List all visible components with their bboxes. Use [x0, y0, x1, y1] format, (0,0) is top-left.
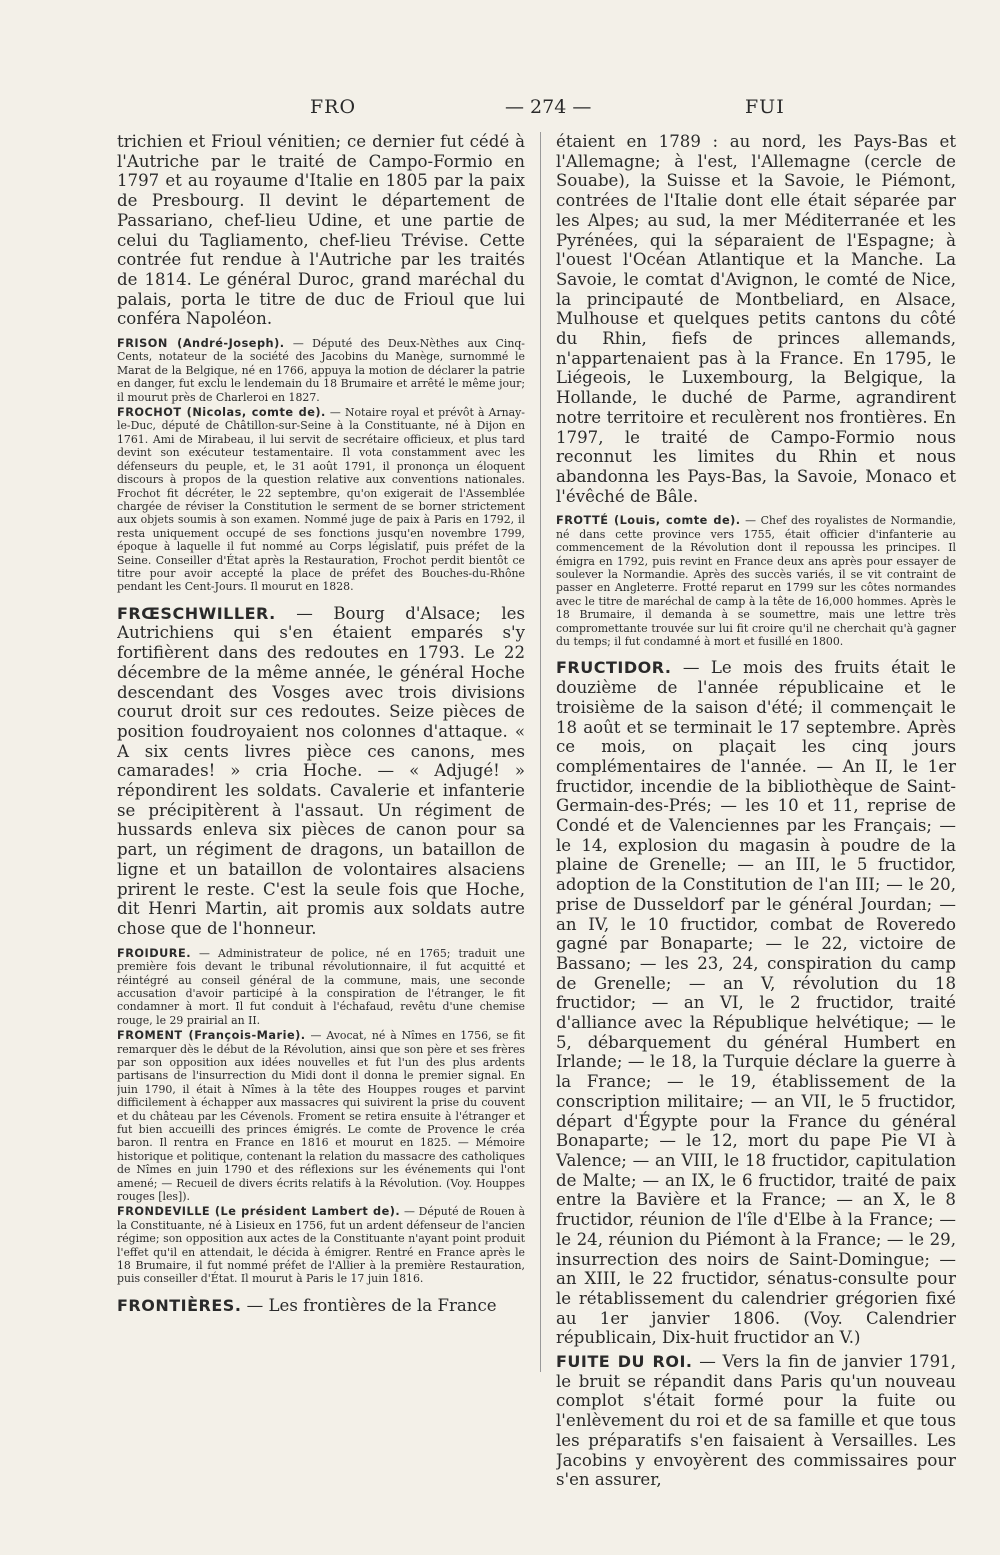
entry-text: — Vers la fin de janvier 1791, le bruit se répandit dans Paris qu'un nouveau complot s'était formé pour la fuite ou l'enlèvement du roi et de sa famille et que tous les préparatifs s'en faisaient à Versailles. Les Jacobins y envoyèrent des commissaires pour s'en assurer,: [556, 1352, 956, 1490]
entry-headword: FROMENT (François-Marie).: [117, 1029, 306, 1043]
entry-froidure: [117, 947, 525, 1027]
entry-text: — Bourg d'Alsace; les Autrichiens qui s'en étaient emparés s'y fortifièrent dans des redoutes en 1793. Le 22 décembre de la même année, le général Hoche descendant des Vosges avec trois divisions courut droit sur ces redoutes. Seize pièces de position foudroyaient nos colonnes d'attaque. « A six cents livres pièce ces canons, mes camarades! » cria Hoche. — « Adjugé! » répondirent les soldats. Cavalerie et infanterie se précipitèrent à l'assaut. Un régiment de hussards enleva six pièces de canon pour sa part, un régiment de dragons, un bataillon de ligne et un bataillon de volontaires alsaciens prirent le reste. C'est la seule fois que Hoche, dit Henri Martin, ait promis aux soldats autre chose que de l'honneur.: [117, 603, 525, 938]
entry-text: trichien et Frioul vénitien; ce dernier fut cédé à l'Autriche par le traité de Campo-Formio en 1797 et au royaume d'Italie en 1805 par la paix de Presbourg. Il devint le département de Passariano, chef-lieu Udine, et une partie de celui du Tagliamento, chef-lieu Trévise. Cette contrée fut rendue à l'Autriche par les traités de 1814. Le général Duroc, grand maréchal du palais, porta le titre de duc de Frioul que lui conféra Napoléon.: [117, 132, 525, 329]
left-column: [117, 132, 525, 1316]
entry-frontieres: [117, 1296, 525, 1316]
entry-text: — Avocat, né à Nîmes en 1756, se fit remarquer dès le début de la Révolution, ainsi que son père et ses frères par son opposition aux idées nouvelles et fut l'un des plus ardents partisans de l'insurrection du Midi dont il donna le premier signal. En juin 1790, il était à Nîmes à la tête des Houppes rouges et parvint difficilement à échapper aux massacres qui suivirent la prise du couvent et du château par les Cévenols. Froment se retira ensuite à l'étranger et fut bien accueilli des princes émigrés. Le comte de Provence le créa baron. Il rentra en France en 1816 et mourut en 1825. — Mémoire historique et politique, contenant la relation du massacre des catholiques de Nîmes en juin 1790 et des réflexions sur les événements qui l'ont amené; — Recueil de divers écrits relatifs à la Révolution. (Voy. Houppes rouges [les]).: [117, 1029, 525, 1204]
entry-text: — Député des Deux-Nèthes aux Cinq-Cents, notateur de la société des Jacobins du Manège, surnommé le Marat de la Belgique, né en 1766, appuya la motion de déclarer la patrie en danger, fut exclu le lendemain du 18 Brumaire et arrêté le même jour; il mourut près de Charleroi en 1827.: [117, 337, 525, 404]
entry-frison: [117, 337, 525, 404]
entry-headword: FROTTÉ (Louis, comte de).: [556, 514, 741, 528]
entry-froeschwiller: [117, 604, 525, 939]
page-header: [0, 96, 1000, 126]
entry-headword: FROIDURE.: [117, 946, 191, 960]
entry-froment: [117, 1029, 525, 1203]
entry-frochot: [117, 406, 525, 594]
entry-headword: FROCHOT (Nicolas, comte de).: [117, 406, 326, 420]
entry-text: — Chef des royalistes de Normandie, né dans cette province vers 1755, était officier d'infanterie au commencement de la Révolution dont il repoussa les principes. Il émigra en 1792, puis revint en France deux ans après pour essayer de soulever la Normandie. Après des succès variés, il se vit contraint de passer en Angleterre. Frotté reparut en 1799 sur les côtes normandes avec le titre de maréchal de camp à la tête de 16,000 hommes. Après le 18 Brumaire, il demanda à se soumettre, mais une lettre très compromettante trouvée sur lui fit croire qu'il ne cherchait qu'à gagner du temps; il fut condamné à mort et fusillé en 1800.: [556, 514, 956, 649]
right-column: [556, 132, 956, 1490]
entry-text: — Les frontières de la France: [241, 1295, 497, 1315]
running-head-right: FUI: [745, 96, 785, 118]
entry-continuation: [556, 132, 956, 506]
entry-text: — Administrateur de police, né en 1765; traduit une première fois devant le tribunal révolutionnaire, il fut acquitté et réintégré au conseil général de la commune, mais, une seconde accusation d'avoir participé à la conspiration de l'étranger, le fit condamner à mort. Il fut conduit à l'échafaud, revêtu d'une chemise rouge, le 29 prairial an II.: [117, 946, 525, 1027]
entry-text: — Notaire royal et prévôt à Arnay-le-Duc, député de Châtillon-sur-Seine à la Constituante, né à Dijon en 1761. Ami de Mirabeau, il lui servit de secrétaire officieux, et plus tard devint son exécuteur testamentaire. Il vota constamment avec les défenseurs du peuple, et, le 31 août 1791, il prononça un éloquent discours à propos de la question relative aux conventions nationales. Frochot fit décréter, le 22 septembre, qu'on exigerait de l'Assemblée chargée de réviser la Constitution le serment de se borner strictement aux objets soumis à son examen. Nommé juge de paix à Paris en 1792, il resta uniquement occupé de ses fonctions jusqu'en novembre 1799, époque à laquelle il fut nommé au Corps législatif, puis préfet de la Seine. Conseiller d'État après la Restauration, Frochot perdit bientôt ce titre pour avoir accepté la place de préfet des Bouches-du-Rhône pendant les Cent-Jours. Il mourut en 1828.: [117, 406, 525, 594]
entry-fructidor: [556, 658, 956, 1348]
entry-fuite-du-roi: [556, 1352, 956, 1490]
page-number: — 274 —: [505, 96, 592, 118]
entry-headword: FUITE DU ROI.: [556, 1352, 693, 1372]
entry-headword: FRISON (André-Joseph).: [117, 337, 285, 351]
column-divider: [540, 132, 541, 1372]
entry-headword: FRONTIÈRES.: [117, 1295, 242, 1315]
entry-headword: FRŒSCHWILLER.: [117, 603, 276, 623]
entry-frondeville: [117, 1205, 525, 1285]
entry-continuation: [117, 132, 525, 329]
entry-frotte: [556, 514, 956, 648]
entry-text: étaient en 1789 : au nord, les Pays-Bas et l'Allemagne; à l'est, l'Allemagne (cercle de Souabe), la Suisse et la Savoie, le Piémont, contrées de l'Italie dont elle était séparée par les Alpes; au sud, la mer Méditerranée et les Pyrénées, qui la séparaient de l'Espagne; à l'ouest l'Océan Atlantique et la Manche. La Savoie, le comtat d'Avignon, le comté de Nice, la principauté de Montbeliard, en Alsace, Mulhouse et quelques petits cantons du côté du Rhin, fiefs de princes allemands, n'appartenaient pas à la France. En 1795, le Liégeois, le Luxembourg, la Belgique, la Hollande, le duché de Parme, agrandirent notre territoire et reculèrent nos frontières. En 1797, le traité de Campo-Formio nous reconnut les limites du Rhin et nous abandonna les Pays-Bas, la Savoie, Monaco et l'évêché de Bâle.: [556, 132, 956, 506]
entry-headword: FRUCTIDOR.: [556, 658, 672, 678]
entry-headword: FRONDEVILLE (Le président Lambert de).: [117, 1205, 401, 1219]
entry-text: — Le mois des fruits était le douzième de l'année républicaine et le troisième de la saison d'été; il commençait le 18 août et se terminait le 17 septembre. Après ce mois, on plaçait les cinq jours complémentaires de l'année. — An II, le 1er fructidor, incendie de la bibliothèque de Saint-Germain-des-Prés; — les 10 et 11, reprise de Condé et de Valenciennes par les Français; — le 14, explosion du magasin à poudre de la plaine de Grenelle; — an III, le 5 fructidor, adoption de la Constitution de l'an III; — le 20, prise de Dusseldorf par le général Jourdan; — an IV, le 10 fructidor, combat de Roveredo gagné par Bonaparte; — le 22, victoire de Bassano; — les 23, 24, conspiration du camp de Grenelle; — an V, révolution du 18 fructidor; — an VI, le 2 fructidor, traité d'alliance avec la République helvétique; — le 5, débarquement du général Humbert en Irlande; — le 18, la Turquie déclare la guerre à la France; — le 19, établissement de la conscription militaire; — an VII, le 5 fructidor, départ d'Égypte pour la France du général Bonaparte; — le 12, mort du pape Pie VI à Valence; — an VIII, le 18 fructidor, capitulation de Malte; — an IX, le 6 fructidor, traité de paix entre la Bavière et la France; — an X, le 8 fructidor, réunion de l'île d'Elbe à la France; — le 24, réunion du Piémont à la France; — le 29, insurrection des noirs de Saint-Domingue; — an XIII, le 22 fructidor, sénatus-consulte pour le rétablissement du calendrier grégorien fixé au 1er janvier 1806. (Voy. Calendrier républicain, Dix-huit fructidor an V.): [556, 658, 956, 1348]
entry-text: — Député de Rouen à la Constituante, né à Lisieux en 1756, fut un ardent défenseur de l'ancien régime; son opposition aux actes de la Constituante n'ayant point produit l'effet qu'il en attendait, le décida à émigrer. Rentré en France après le 18 Brumaire, il fut nommé préfet de l'Allier à la première Restauration, puis conseiller d'État. Il mourut à Paris le 17 juin 1816.: [117, 1205, 525, 1286]
running-head-left: FRO: [310, 96, 357, 118]
